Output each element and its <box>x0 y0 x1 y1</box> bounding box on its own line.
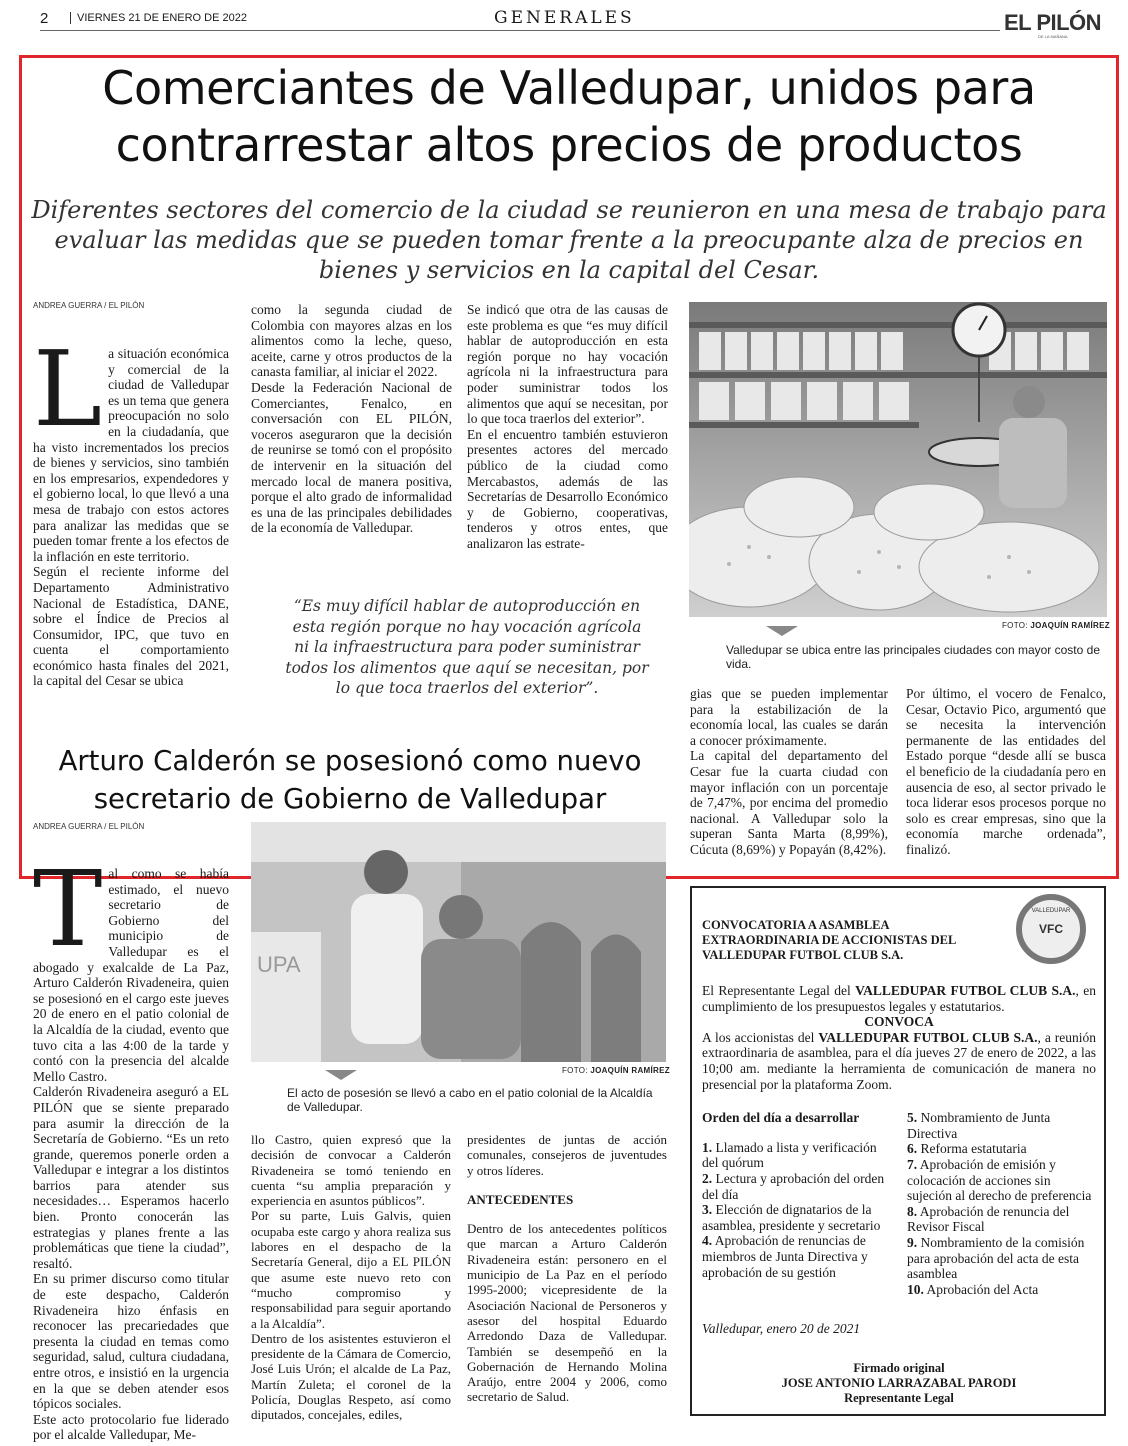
agenda-item-number: 1. <box>702 1139 713 1155</box>
agenda-item-text: Aprobación del Acta <box>926 1281 1039 1297</box>
agenda-item <box>907 1204 1096 1235</box>
photo-caption: Valledupar se ubica entre las principales ciudades con mayor costo de vida. <box>726 643 1100 671</box>
signature-block <box>702 1361 1096 1406</box>
paragraph: La capital del departamento del Cesar fue la cuarta ciudad con mayor inflación con un porcentaje de 7,47%, por encima del promedio nacional. A Valledupar solo la superan Santa Marta (8,99%), Cúcuta (8,69%) y Popayán (8,42%). <box>690 748 888 857</box>
page-date: VIERNES 21 DE ENERO DE 2022 <box>70 12 247 24</box>
notice-paragraph <box>702 1030 1096 1092</box>
paragraph: En el encuentro también estuvieron presentes actores del mercado público de la ciudad como Mercabastos, además de las Secretarías de Desarrollo Económico y de Gobierno, cooperativas, tenderos y otros entes, que analizaron las estrate- <box>467 426 668 551</box>
article-column-5 <box>906 686 1106 858</box>
agenda-item <box>702 1140 891 1171</box>
paragraph: Calderón Rivadeneira aseguró a EL PILÓN que se siente preparado para asumir la dirección de la Secretaría de Gobierno. “Es un reto grande, queremos ponerle orden a Valledupar e integrar a los distintos barrios para atender sus necesidades… Esperamos hacerlo bien. Pronto conocerán las estrategias y planes frente a las problemáticas que tiene la ciudad”, resaltó. <box>33 1084 229 1271</box>
agenda-item-text: Llamado a lista y verificación del quórum <box>702 1139 877 1171</box>
agenda-item-text: Nombramiento de Junta Directiva <box>907 1110 1051 1141</box>
paragraph: llo Castro, quien expresó que la decisión de convocar a Calderón Rivadeneira se tomó teniendo en cuenta “su amplia preparación y experiencia en asuntos públicos”. <box>251 1132 451 1209</box>
masthead-subtitle: DE LA MAÑANA <box>1038 34 1068 39</box>
article-column-2 <box>251 1132 451 1423</box>
article-byline: ANDREA GUERRA / EL PILÓN <box>33 301 145 310</box>
paragraph: Por último, el vocero de Fenalco, Cesar, Octavio Pico, argumentó que se necesita la intervención permanente de las entidades del Estado porque “desde allí se busca el beneficio de la ciudadanía pero en ausencia de eso, al sector privado le toca liderar esos procesos porque no solo es crear empresas, sino que la economía marche ordenada”, finalizó. <box>906 686 1106 857</box>
market-photo <box>689 302 1107 617</box>
agenda-item-number: 10. <box>907 1281 924 1297</box>
header-rule <box>40 30 1000 31</box>
agenda-title: Orden del día a desarrollar <box>702 1110 860 1126</box>
agenda-item-text: Aprobación de emisión y colocación de acciones sin sujeción al derecho de preferencia <box>907 1156 1092 1204</box>
svg-text:UPA: UPA <box>257 952 301 977</box>
club-name: VALLEDUPAR FUTBOL CLUB S.A. <box>855 983 1076 998</box>
paragraph: gias que se pueden implementar para la estabilización de la economía local, las cuales se darán a conocer próximamente. <box>690 686 888 748</box>
ceremony-photo <box>251 822 666 1062</box>
agenda-item-number: 3. <box>702 1202 713 1218</box>
place-date: Valledupar, enero 20 de 2021 <box>702 1321 861 1337</box>
article-column-2 <box>251 302 452 536</box>
club-logo-ring: VALLEDUPAR <box>1031 908 1071 914</box>
drop-cap: L <box>33 328 103 450</box>
article-column-3 <box>467 302 668 552</box>
photo-caption: El acto de posesión se llevó a cabo en el patio colonial de la Alcaldía de Valledupar. <box>287 1086 653 1114</box>
paragraph: Dentro de los antecedentes políticos que marcan a Arturo Calderón Rivadeneira están: personero en el municipio de La Paz en el período 1995-2000; vicepresidente de la Asociación Nacional de Personeros y asesor del hospital Eduardo Arredondo Daza de Valledupar. También se desempeñó en la Gobernación de Hernando Molina Araújo, entre 2004 y 2006, como secretario de Salud. <box>467 1221 667 1405</box>
agenda-item-text: Nombramiento de la comisión para aprobación del acta de esta asamblea <box>907 1234 1085 1282</box>
agenda-item <box>907 1157 1096 1204</box>
article-headline: Arturo Calderón se posesionó como nuevo secretario de Gobierno de Valledupar <box>58 745 642 815</box>
photo-credit-name: JOAQUÍN RAMÍREZ <box>590 1066 670 1075</box>
signer-name: JOSE ANTONIO LARRAZABAL PARODI <box>781 1375 1017 1390</box>
paragraph: Se indicó que otra de las causas de este problema es que “es muy difícil hablar de autoproducción en esta región porque no hay vocación agrícola ni la infraestructura para poder suministrar todos los alimentos que aquí se necesitan, por lo que toca traerlos del exterior”. <box>467 302 668 427</box>
agenda-item-number: 2. <box>702 1170 713 1186</box>
signature-line: Firmado original <box>853 1360 945 1375</box>
agenda-item-text: Reforma estatutaria <box>920 1141 1027 1157</box>
text: A los accionistas del <box>702 1029 819 1045</box>
masthead-logo: EL PILÓN <box>1004 10 1102 35</box>
notice-title: CONVOCATORIA A ASAMBLEA EXTRAORDINARIA DE ACCIONISTAS DEL VALLEDUPAR FUTBOL CLUB S.A. <box>702 918 956 962</box>
article-column-4 <box>690 686 888 858</box>
shareholders-notice <box>690 886 1106 1416</box>
agenda-item-number: 6. <box>907 1141 918 1157</box>
article-column-3 <box>467 1132 667 1405</box>
agenda-item-text: Aprobación de renuncia del Revisor Fiscal <box>907 1203 1070 1235</box>
photo-credit <box>562 1066 670 1075</box>
text: , a reunión extraordinaria de asamblea, para el día jueves 27 de enero de 2022, a las 10;00 am. mediante la herramienta de comunicación de manera no presencial por la plataforma Zoom. <box>702 1029 1097 1092</box>
photo-credit-label: FOTO: <box>562 1066 588 1075</box>
text: , en cumplimiento de los presupuestos legales y estatutarios. <box>702 983 1097 1014</box>
paragraph: Según el reciente informe del Departamento Administrativo Nacional de Estadística, DANE, sobre el Índice de Precios al Consumidor, IPC, que tuvo en cuenta el comportamiento económico hasta finales del 2021, la capital del Cesar se ubica <box>33 564 229 689</box>
agenda-item-number: 8. <box>907 1203 918 1219</box>
pull-quote: “Es muy difícil hablar de autoproducción en esta región porque no hay vocación agrícola ni la infraestructura para poder suministrar todos los alimentos que aquí se necesitan, por lo que toca traerlos del exterior”. <box>285 597 649 697</box>
signer-title: Representante Legal <box>844 1390 954 1405</box>
agenda-item <box>702 1202 891 1233</box>
page-number: 2 <box>40 10 49 27</box>
photo-credit-name: JOAQUÍN RAMÍREZ <box>1030 621 1110 630</box>
paragraph: como la segunda ciudad de Colombia con mayores alzas en los alimentos como la leche, queso, aceite, carne y otros productos de la canasta familiar, al iniciar el 2022. <box>251 302 452 380</box>
agenda-item-number: 9. <box>907 1234 918 1250</box>
article-deck: Diferentes sectores del comercio de la ciudad se reunieron en una mesa de trabajo para evaluar las medidas que se pueden tomar frente a la preocupante alza de precios en bienes y servicios en la capital del Cesar. <box>31 196 1107 284</box>
agenda-item-text: Lectura y aprobación del orden del día <box>702 1170 885 1202</box>
article-column-1 <box>33 848 229 1443</box>
agenda <box>702 1110 1096 1297</box>
subhead: ANTECEDENTES <box>467 1191 574 1207</box>
agenda-column <box>702 1110 891 1297</box>
paragraph: Desde la Federación Nacional de Comerciantes, Fenalco, en conversación con EL PILÓN, voceros aseguraron que la decisión de reunirse se tomó con el propósito de intervenir en la situación del mercado local de manera positiva, porque el alto grado de informalidad es una de las principales debilidades de la economía de Valledupar. <box>251 379 452 536</box>
section-title: GENERALES <box>494 8 635 28</box>
paragraph: Dentro de los asistentes estuvieron el presidente de la Cámara de Comercio, José Luis Urón; el alcalde de La Paz, Martín Zuleta; el coronel de la Policía, Douglas Respeto, así como diputados, concejales, ediles, <box>251 1330 451 1423</box>
paragraph: En su primer discurso como titular de este despacho, Calderón Rivadeneira hizo énfasis en reconocer las precariedades que presenta la ciudad en temas como seguridad, salud, cultura ciudadana, entre otros, e insistió en la urgencia en la que se deben atender esos tópicos sociales. <box>33 1271 229 1412</box>
notice-convoca: CONVOCA <box>864 1014 934 1030</box>
paragraph: al como se había estimado, el nuevo secretario de Gobierno del municipio de Valledupar es el abogado y exalcalde de La Paz, Arturo Calderón Rivadeneira, quien se posesionó en el cargo este jueves 20 de enero en el patio colonial de la Alcaldía de la ciudad, evento que tuvo cita a las 4:00 de la tarde y contó con la presencia del alcalde Mello Castro. <box>33 866 229 1084</box>
agenda-item-number: 7. <box>907 1156 918 1172</box>
club-logo-text: VFC <box>1039 922 1063 936</box>
paragraph: Este acto protocolario fue liderado por el alcalde Valledupar, Me- <box>33 1411 229 1443</box>
agenda-list <box>907 1110 1096 1297</box>
paragraph: Por su parte, Luis Galvis, quien ocupaba este cargo y ahora realiza sus labores en el despacho de la Secretaría General, dijo a EL PILÓN que asume este nuevo reto con “mucho compromiso y responsabilidad para seguir aportando a la Alcaldía”. <box>251 1208 451 1331</box>
agenda-item <box>907 1110 1096 1141</box>
article-byline: ANDREA GUERRA / EL PILÓN <box>33 822 145 831</box>
caption-arrow-icon <box>766 626 798 636</box>
agenda-item <box>907 1282 1096 1298</box>
text: El Representante Legal del <box>702 983 856 998</box>
paragraph: a situación económica y comercial de la ciudad de Valledupar es un tema que genera preocupación no solo en la ciudadanía, que ha visto incrementados los precios de bienes y servicios, sino también en los empresarios, expendedores y el gobierno local, lo que llevó a una mesa de trabajo con estos actores para analizar las medidas que se pueden tomar frente a los efectos de la inflación en este territorio. <box>33 346 229 564</box>
club-name: VALLEDUPAR FUTBOL CLUB S.A. <box>818 1029 1038 1045</box>
agenda-item <box>907 1141 1096 1157</box>
article-column-1 <box>33 328 229 689</box>
article-headline: Comerciantes de Valledupar, unidos para contrarrestar altos precios de productos <box>102 61 1036 172</box>
agenda-item <box>702 1233 891 1280</box>
market-photo-illustration <box>689 302 1107 617</box>
photo-credit-label: FOTO: <box>1002 621 1028 630</box>
agenda-item-text: Aprobación de renuncias de miembros de Junta Directiva y aprobación de su gestión <box>702 1233 868 1280</box>
agenda-item <box>907 1235 1096 1282</box>
agenda-list <box>702 1140 891 1280</box>
paragraph: presidentes de juntas de acción comunales, consejeros de juventudes y otros líderes. <box>467 1132 667 1178</box>
notice-paragraph <box>702 983 1096 1014</box>
agenda-item-number: 5. <box>907 1110 918 1126</box>
agenda-item-number: 4. <box>702 1233 713 1249</box>
agenda-item-text: Elección de dignatarios de la asamblea, presidente y secretario <box>702 1202 881 1233</box>
caption-arrow-icon <box>325 1070 357 1080</box>
agenda-item <box>702 1171 891 1202</box>
drop-cap: T <box>33 848 103 970</box>
photo-credit <box>1002 621 1110 630</box>
ceremony-photo-illustration <box>251 822 666 1062</box>
